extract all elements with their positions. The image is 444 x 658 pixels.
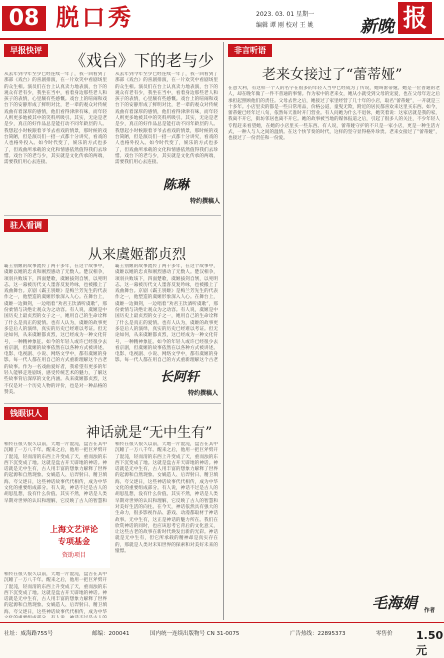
section-number: 08 bbox=[2, 6, 46, 31]
footer-issn: 国内统一连续出版物号 CN 31-0075 bbox=[150, 631, 240, 637]
section-title: 脱口秀 bbox=[56, 4, 134, 31]
section-divider-1 bbox=[4, 215, 221, 216]
article-4-title: 神话就是“无中生有” bbox=[86, 425, 213, 441]
article-4-body-col2: 相传在很久很久以前，天地一片混沌，盘古在其中沉睡了一万八千年。醒来之后，他用一把巨斧劈开了混沌，轻而清的东西上升变成了天，重而浊的东西下沉变成了地。这就是盘古开天辟地的神话。神话就是无中生有，古人用丰富的想象力解释了世界的起源和自然现象。女娲造人、后羿射日、精卫填海、夸父逐日，这些神话故事代代相传，成为中华文化的重要组成部分。有人说，神话不过是古人的胡思乱想，没有什么价值。其实不然，神话是人类早期对世界的认识和理解，它反映了古人的智慧和对美好生活的向往。在今天，神话依然具有强大的生命力，很多影视作品、游戏、动漫都取材于神话故事。无中生有，这正是神话的魅力所在。我们在欣赏神话的同时，也应该思考它背后的文化意义，让这些古老的故事在新时代焕发出新的光彩。神话就是无中生有，但它所承载的精神却是真实存在的，那就是人类对未知世界的探索和对美好未来的憧憬。 bbox=[115, 442, 218, 555]
article-4-body-col1-end: 相传在很久很久以前，天地一片混沌，盘古在其中沉睡了一万八千年。醒来之后，他用一把巨斧劈开了混沌，轻而清的东西上升变成了天，重而浊的东西下沉变成了地。这就是盘古开天辟地的神话。神话就是无中生有，古人用丰富的想象力解释了世界的起源和自然现象。女娲造人、后羿射日、精卫填海、夸父逐日，这些神话故事代代相传，成为中华 bbox=[4, 572, 107, 615]
article-1-body-col2: 从去年到今年至少已经连续一年了，我一回看到了那部《戏台》的喜剧排演，在一片欢笑中看剧场里的众生相。演员们在台上认真卖力地表演，台下的观众有老有少，我坐在当中，看着身边那些老人和孩子的表情，心里颇有些感慨。戏台上的喧闹和戏台下的安静形成了鲜明对比，老一辈的观众对传统戏曲有着深厚的感情，他们看得津津有味，而年轻人则更多地被其中的笑料所吸引。其实，无论是老是少，真正的好作品总是能打动不同年龄层的人。我想起小时候跟着爷爷去看戏的情景，那时候的戏台简陋，但是演员们一招一式都十分讲究，看戏的人也格外投入。如今时代变了，娱乐的方式也多了，但戏曲所承载的文化和情感依然值得我们去珍惜。戏台下的老与少，其实就是文化传承的两端，需要我们用心去连接。 bbox=[115, 72, 218, 166]
article-1-title: 《戏台》下的老与少 bbox=[70, 51, 215, 70]
page-footer bbox=[0, 622, 444, 657]
sponsor-line-2: 专项基金 bbox=[58, 536, 90, 546]
sponsor-block bbox=[40, 506, 110, 568]
article-2-body: 在意大利，有这样一个人的名字在很多的年轻人当中已经成为了传说，她叫蕾蒂娅。她是一位普通的老人，却在晚年做了一件不普通的事情。作为家中的老来女，她从小就受到父母的宠爱，也在父母年迈之后承担起照顾他们的责任。父母去世之后，她接过了家里经营了几十年的小店，取名“蕾蒂娅”，一开就是三十多年。小店里卖的都是一些日常用品，价格公道，童叟无欺，附近的居民都喜欢来这里买东西。如今，蕾蒂娅已经年过八旬，依然每天准时开门营业。有人问她为什么不退休，她笑着说：这家店就是我的家，我离不开它，街坊邻居也离不开它。她的故事被当地的媒体报道之后，引起了很多人的关注，不少年轻人专程赶来看望她，在她的小店里买一些东西。有人说，蕾蒂娅守护的不只是一家小店，更是一种生活方式，一种人与人之间的温情。在这个快节奏的时代，这样的坚守显得格外珍贵。老来女接过了“蕾蒂娅”，也接过了一份责任和一份爱。 bbox=[228, 86, 440, 142]
article-2-byline-role: 作者 bbox=[424, 608, 436, 614]
article-3-tag: 驻人看调 bbox=[4, 219, 48, 232]
footer-ad-line: 广告热线：22895373 bbox=[290, 631, 346, 637]
article-1-signature: 陈琳 bbox=[163, 178, 190, 193]
sponsor-line-1: 上海文艺评论 bbox=[50, 524, 98, 534]
section-divider-2 bbox=[4, 403, 221, 404]
article-3-title: 从来虞姬都贞烈 bbox=[88, 247, 186, 263]
footer-postcode: 邮编：200041 bbox=[92, 631, 130, 637]
article-1-tag: 早报快评 bbox=[4, 44, 48, 57]
logo-text-right: 报 bbox=[398, 2, 432, 34]
article-3-byline-role: 特约撰稿人 bbox=[188, 390, 219, 397]
editor-line: 编辑 谭 刚 校对 王 姚 bbox=[256, 22, 314, 29]
article-2-title: 老来女接过了“蕾蒂娅” bbox=[262, 67, 403, 83]
article-3-signature: 长阿轩 bbox=[160, 370, 200, 385]
logo-text-left: 新晚 bbox=[360, 17, 394, 37]
article-3-body-col2: 霸王别姬的故事流传了两千多年，在这个故事中，虞姬以她的忠贞和刚烈感动了无数人。楚汉相争，项羽兵败垓下，四面楚歌，虞姬拔剑自刎，以死明志。这一幕被历代文人墨客反复吟咏，也被搬上了戏曲舞台。京剧《霸王别姬》是梅兰芳先生的代表作之一，他塑造的虞姬形象深入人心。在舞台上，虞姬一边舞剑，一边唱着“劝君王饮酒听虞歌”，那份柔情与决绝让观众为之动容。有人说，虞姬是中国历史上最贞烈的女子之一，她用自己的生命诠释了什么是真正的爱情。也有人认为，虞姬的故事更多是后人的演绎，真实的历史已经难以考证。但无论如何，从来虞姬都贞烈，这已经成为一种文化符号，一种精神象征。如今的年轻人或许已经很少去看京剧，但虞姬的故事依然在以各种方式被讲述。电影、电视剧、小说、网络文学中，都有虞姬的身影。每一代人都在用自己的方式重新理解这个古老 bbox=[115, 264, 218, 364]
article-2-signature: 毛海娟 bbox=[372, 594, 418, 612]
sponsor-line-3: 资助项目 bbox=[62, 552, 87, 559]
article-1-body-col1: 从去年到今年至少已经连续一年了，我一回看到了那部《戏台》的喜剧排演，在一片欢笑中看剧场里的众生相。演员们在台上认真卖力地表演，台下的观众有老有少，我坐在当中，看着身边那些老人和孩子的表情，心里颇有些感慨。戏台上的喧闹和戏台下的安静形成了鲜明对比，老一辈的观众对传统戏曲有着深厚的感情，他们看得津津有味，而年轻人则更多地被其中的笑料所吸引。其实，无论是老是少，真正的好作品总是能打动不同年龄层的人。我想起小时候跟着爷爷去看戏的情景，那时候的戏台简陋，但是演员们一招一式都十分讲究，看戏的人也格外投入。如今时代变了，娱乐的方式也多了，但戏曲所承载的文化和情感依然值得我们去珍惜。戏台下的老与少，其实就是文化传承的两端，需要我们用心去连接。 bbox=[4, 72, 107, 166]
article-3-body-col1: 霸王别姬的故事流传了两千多年，在这个故事中，虞姬以她的忠贞和刚烈感动了无数人。楚汉相争，项羽兵败垓下，四面楚歌，虞姬拔剑自刎，以死明志。这一幕被历代文人墨客反复吟咏，也被搬上了戏曲舞台。京剧《霸王别姬》是梅兰芳先生的代表作之一，他塑造的虞姬形象深入人心。在舞台上，虞姬一边舞剑，一边唱着“劝君王饮酒听虞歌”，那份柔情与决绝让观众为之动容。有人说，虞姬是中国历史上最贞烈的女子之一，她用自己的生命诠释了什么是真正的爱情。也有人认为，虞姬的故事更多是后人的演绎，真实的历史已经难以考证。但无论如何，从来虞姬都贞烈，这已经成为一种文化符号，一种精神象征。如今的年轻人或许已经很少去看京剧，但虞姬的故事依然在以各种方式被讲述。电影、电视剧、小说、网络文学中，都有虞姬的身影。每一代人都在用自己的方式重新理解这个古老的故事。作为一名戏曲爱好者，我希望有更多的年轻人能够走进剧场，感受传统艺术的魅力，了解这些故事背后深厚的文化内涵。从来虞姬都贞烈，这不仅是对一个历史人物的评价，也是对一种品格的赞美。 bbox=[4, 264, 107, 395]
header-divider bbox=[0, 38, 444, 40]
issue-date: 2023. 03. 01 星期一 bbox=[256, 11, 315, 18]
article-4-body-col1: 相传在很久很久以前，天地一片混沌，盘古在其中沉睡了一万八千年。醒来之后，他用一把巨斧劈开了混沌，轻而清的东西上升变成了天，重而浊的东西下沉变成了地。这就是盘古开天辟地的神话。神话就是无中生有，古人用丰富的想象力解释了世界的起源和自然现象。女娲造人、后羿射日、精卫填海、夸父逐日，这些神话故事代代相传，成为中华文化的重要组成部分。有人说，神话不过是古人的胡思乱想，没有什么价值。其实不然，神话是人类早期对世界的认识和理解，它反映了古人的智慧和 bbox=[4, 442, 107, 504]
article-1-byline-role: 特约撰稿人 bbox=[190, 198, 221, 205]
article-4-tag: 钱眼识人 bbox=[4, 407, 48, 420]
newspaper-logo bbox=[360, 2, 440, 36]
footer-price: 1.50元 bbox=[416, 629, 444, 657]
article-2-tag: 非言听语 bbox=[228, 44, 272, 57]
footer-address: 社址：威海路755号 bbox=[4, 631, 53, 637]
footer-price-label: 零售价 bbox=[376, 631, 393, 637]
column-divider bbox=[223, 42, 224, 620]
